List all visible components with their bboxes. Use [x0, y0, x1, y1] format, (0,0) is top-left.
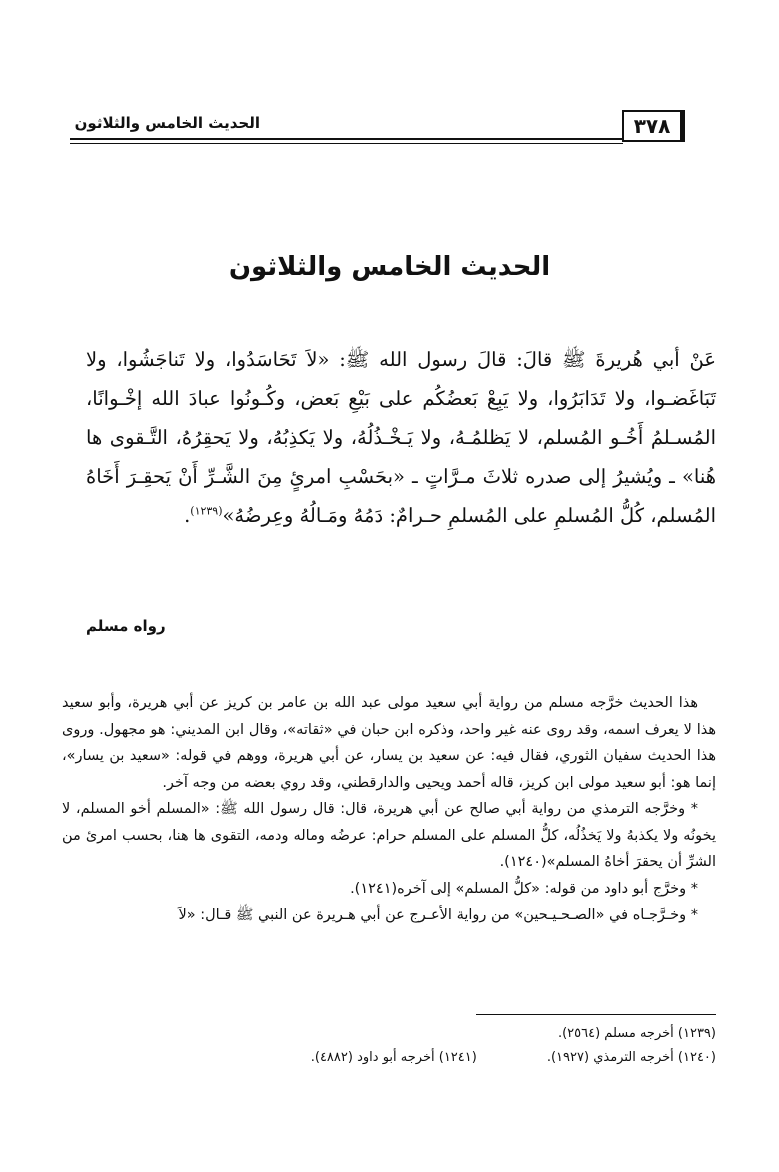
footnote-1241: (١٢٤١) أخرجه أبو داود (٤٨٨٢).: [310, 1050, 477, 1065]
commentary-paragraph: * وخرَّج أبو داود من قوله: «كلُّ المسلم» إلى آخره(١٢٤١).: [350, 880, 698, 897]
hadith-text: عَنْ أبي هُريرةَ ﷺ قالَ: قالَ رسول الله ﷺ: «لاَ تَحَاسَدُوا، ولا تَناجَشُوا، ولا تَبَاغَضـوا، ولا تَدَابَرُوا، ولا يَبِعْ بَعضُكُم على بَيْعِ بَعض، وكُـونُوا عبادَ الله إخْـوانًا، المُسـلمُ أَخُـو المُسلم، لا يَظلمُـهُ، ولا يَـخْـذُلُهُ، ولا يَكذِبُهُ، ولا يَحقِرُهُ، التَّـقوى ها هُنا» ـ ويُشيرُ إلى صدره ثلاثَ مـرَّاتٍ ـ «بحَسْبِ امرئٍ مِنَ الشَّـرِّ أَنْ يَحقِـرَ أَخَاهُ المُسلم، كُلُّ المُسلمِ على المُسلمِ حـرامٌ: دَمُهُ ومَـالُهُ وعِرضُهُ»$^{(١٢٣٩)}$.: [86, 348, 716, 527]
header-rule-thick: [70, 138, 623, 140]
footnote-row: [150, 1022, 716, 1046]
commentary-paragraph: * وخـرَّجـاه في «الصـحـيـحين» من رواية الأعـرج عن أبي هـريرة عن النبي ﷺ قـال: «لاَ: [178, 907, 698, 923]
page-number: ٣٧٨: [622, 110, 685, 142]
running-head: الحديث الخامس والثلاثون: [74, 114, 260, 132]
footnote-1239: (١٢٣٩) أخرجه مسلم (٢٥٦٤).: [557, 1026, 716, 1041]
footnotes: [150, 1022, 716, 1070]
header-rule-thin: [70, 143, 623, 144]
footnote-row: [150, 1046, 716, 1070]
footnote-ref: (١٢٣٩): [190, 504, 223, 518]
hadith-body: عَنْ أبي هُريرةَ ﷺ قالَ: قالَ رسول الله ﷺ: «لاَ تَحَاسَدُوا، ولا تَناجَشُوا، ولا تَبَاغَضـوا، ولا تَدَابَرُوا، ولا يَبِعْ بَعضُكُم على بَيْعِ بَعض، وكُـونُوا عبادَ الله إخْـوانًا، المُسـلمُ أَخُـو المُسلم، لا يَظلمُـهُ، ولا يَـخْـذُلُهُ، ولا يَكذِبُهُ، ولا يَحقِرُهُ، التَّـقوى ها هُنا» ـ ويُشيرُ إلى صدره ثلاثَ مـرَّاتٍ ـ «بحَسْبِ امرئٍ مِنَ الشَّـرِّ أَنْ يَحقِـرَ أَخَاهُ المُسلم، كُلُّ المُسلمِ على المُسلمِ حـرامٌ: دَمُهُ ومَـالُهُ وعِرضُهُ»: [86, 348, 716, 527]
source-label: [86, 617, 716, 635]
footnote-gap: [477, 1046, 547, 1070]
source-label-text: رواه مسلم: [86, 617, 166, 635]
commentary: [62, 690, 716, 929]
footnote-rule: [476, 1014, 716, 1015]
commentary-paragraph: هذا الحديث خرَّجه مسلم من رواية أبي سعيد مولى عبد الله بن عامر بن كريز عن أبي هريرة، وأبو سعيد هذا لا يعرف اسمه، وقد روى عنه غير واحد، وذكره ابن حبان في «ثقاته»، وقال ابن المديني: هو مجهول. وروى هذا الحديث سفيان الثوري، فقال فيه: عن سعيد بن يسار، عن أبي هريرة، ووهم في قوله: «سعيد بن يسار»، إنما هو: أبو سعيد مولى ابن كريز، قاله أحمد ويحيى والدارقطني، وقد روي بعضه من وجه آخر.: [62, 695, 716, 791]
chapter-title: الحديث الخامس والثلاثون: [228, 252, 551, 282]
commentary-paragraph: * وخرَّجه الترمذي من رواية أبي صالح عن أبي هريرة، قال: قال رسول الله ﷺ: «المسلم أخو المسلم، لا يخونُه ولا يكذبهُ ولا يَخذُلُه، كلُّ المسلم على المسلم حرام: عرضُه وماله ودمه، التقوى ها هنا، بحسب امرئ من الشرِّ أن يحقرَ أخاهُ المسلم»(١٢٤٠).: [62, 801, 716, 870]
footnote-1240: (١٢٤٠) أخرجه الترمذي (١٩٢٧).: [546, 1050, 716, 1065]
